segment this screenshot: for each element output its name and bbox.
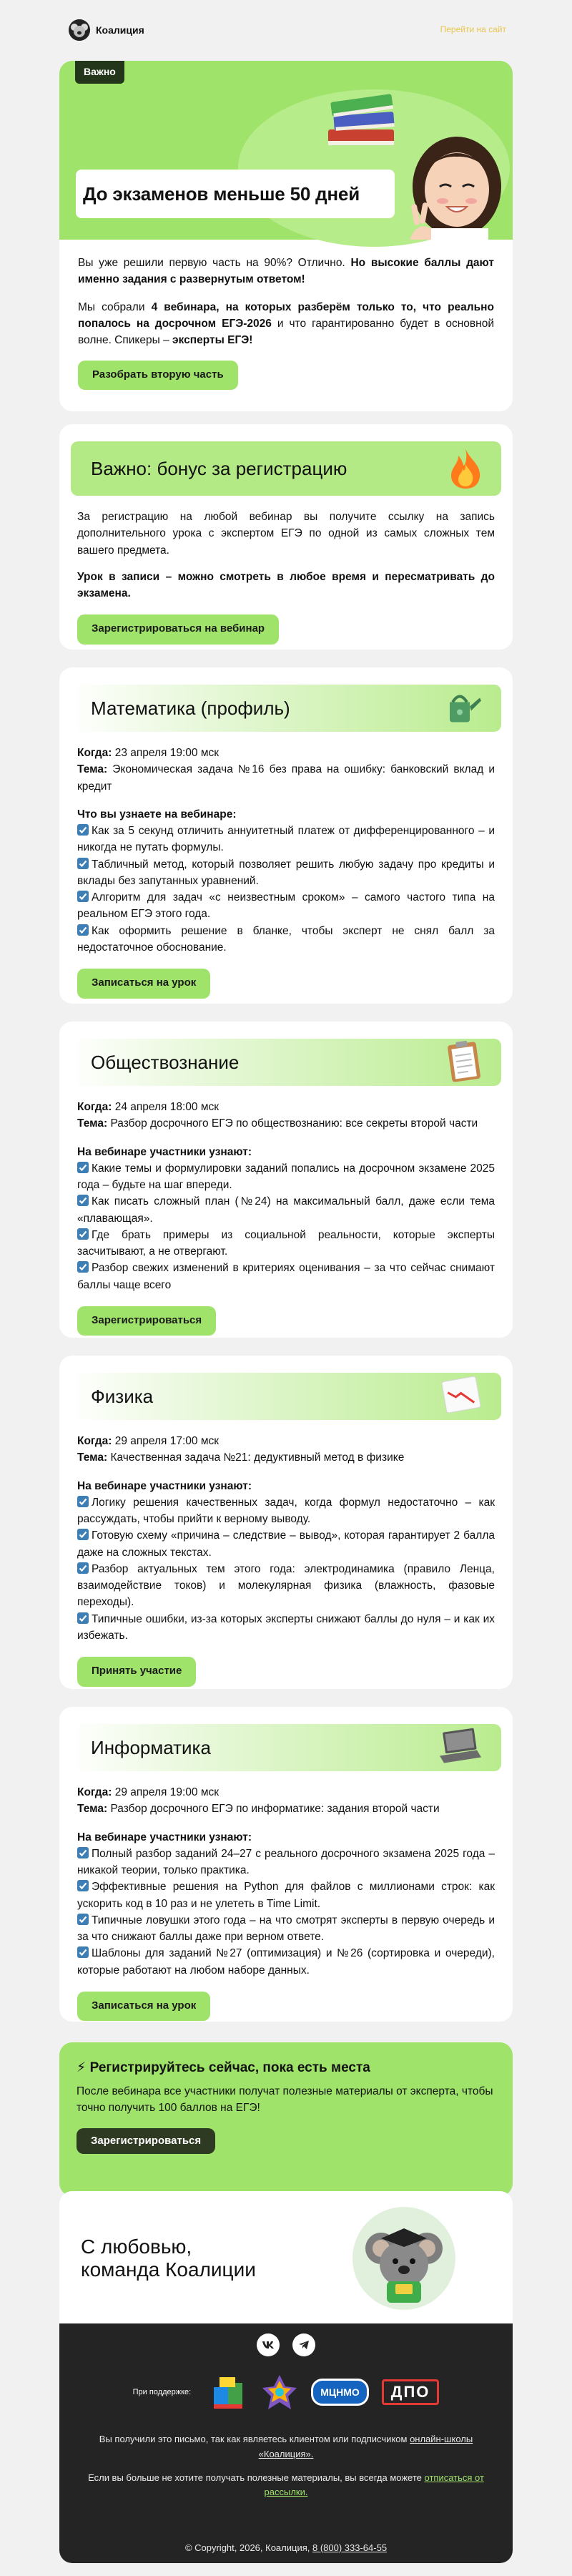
partners-row <box>59 2374 513 2411</box>
brand-logo[interactable] <box>69 19 144 41</box>
check-icon <box>77 1562 89 1574</box>
webinar-when: Когда: 29 апреля 17:00 мск <box>77 1435 220 1447</box>
webinar-list-item: Разбор свежих изменений в критериях оценивания – за что сейчас снимают баллы чаще всего <box>77 1262 495 1291</box>
logo-text: Коалиция <box>96 24 144 36</box>
webinar-list-item: Полный разбор заданий 24–27 с реального досрочного экзамена 2025 года – никакой теории, только практика. <box>77 1847 495 1876</box>
webinar-body <box>59 1420 513 1687</box>
check-icon <box>77 1228 89 1240</box>
webinar-list-item: Табличный метод, который позволяет решить любую задачу про кредиты и вклады без запутанных уравнений. <box>77 858 495 887</box>
webinar-topic: Тема: Разбор досрочного ЕГЭ по информатике: задания второй части <box>77 1803 440 1816</box>
check-icon <box>77 1261 89 1273</box>
webinar-when: Когда: 24 апреля 18:00 мск <box>77 1101 220 1113</box>
webinar-list-item: Как за 5 секунд отличить аннуитетный платеж от дифференцированного – и никогда не путать формулы. <box>77 825 495 854</box>
check-icon <box>77 1847 89 1858</box>
signature-block <box>59 2191 513 2323</box>
webinar-signup-button[interactable]: Записаться на урок <box>77 969 210 999</box>
hero-paragraph-2: Мы собрали 4 вебинара, на которых разберём только то, что реально попалось на досрочном ЕГЭ-2026 и что гарантированно будет в основной волне. Спикеры – эксперты ЕГЭ! <box>78 300 494 346</box>
webinar-signup-button[interactable]: Зарегистрироваться <box>77 1306 216 1336</box>
unsubscribe-note: Если вы больше не хотите получать полезные материалы, вы всегда можете отписаться от рассылки. <box>88 2472 484 2498</box>
phone-link[interactable]: 8 (800) 333-64-55 <box>312 2542 388 2553</box>
webinar-topic: Тема: Качественная задача №21: дедуктивный метод в физике <box>77 1451 405 1464</box>
register-webinar-button[interactable]: Зарегистрироваться на вебинар <box>77 614 279 645</box>
open-website-link[interactable]: Перейти на сайт <box>440 24 506 34</box>
webinar-body <box>59 1086 513 1336</box>
webinar-when: Когда: 29 апреля 19:00 мск <box>77 1786 220 1798</box>
webinar-list-item: Как писать сложный план (№24) на максимальный балл, даже если тема «плавающая». <box>77 1195 495 1225</box>
webinar-card <box>59 667 513 1004</box>
bonus-paragraph-1: За регистрацию на любой вебинар вы получите ссылку на запись дополнительного урока с экспертом ЕГЭ по одной из самых сложных тем вашего предмета. <box>77 511 495 557</box>
hero-banner <box>59 61 513 240</box>
webinar-card <box>59 1022 513 1338</box>
bonus-header <box>71 441 501 496</box>
webinar-list-item: Алгоритм для задач «с неизвестным сроком» – самого частого типа на реальном ЕГЭ этого года. <box>77 891 495 921</box>
footer-dark <box>59 2323 513 2563</box>
webinar-title: Информатика <box>91 1736 211 1758</box>
books-icon <box>324 88 403 152</box>
check-icon <box>77 824 89 836</box>
check-icon <box>77 891 89 902</box>
social-links <box>59 2323 513 2356</box>
webinar-header <box>71 1373 501 1420</box>
partners-label: При поддержке: <box>132 2388 192 2396</box>
webinar-list-item: Разбор актуальных тем этого года: электродинамика (правило Ленца, взаимодействие токов) и молекулярная физика (влажность, фазовые переходы). <box>77 1562 495 1609</box>
check-icon <box>77 1496 89 1507</box>
webinar-header <box>71 1039 501 1086</box>
webinar-list-item: Какие темы и формулировки заданий попались на досрочном экзамене 2025 года – будьте на шаг впереди. <box>77 1162 495 1191</box>
webinar-list-item: Готовую схему «причина – следствие – вывод», которая гарантирует 2 балла даже на сложных текстах. <box>77 1529 495 1559</box>
webinar-header <box>71 685 501 732</box>
partner-star-icon <box>261 2374 298 2411</box>
webinar-when: Когда: 23 апреля 19:00 мск <box>77 747 220 759</box>
hero-card <box>59 61 513 411</box>
webinar-topic: Тема: Экономическая задача №16 без права на ошибку: банковский вклад и кредит <box>77 763 495 793</box>
webinar-list-item: Типичные ловушки этого года – на что смотрят эксперты в первую очередь и за что снижают баллы даже при верном ответе. <box>77 1914 495 1943</box>
check-icon <box>77 858 89 869</box>
hero-title-box <box>76 170 395 218</box>
webinar-signup-button[interactable]: Записаться на урок <box>77 1992 210 2022</box>
footer-card <box>59 2191 513 2563</box>
webinar-header <box>71 1724 501 1771</box>
check-icon <box>77 1880 89 1891</box>
important-badge: Важно <box>75 61 124 84</box>
partner-dpo-logo: ДПО <box>382 2379 440 2405</box>
girl-avatar-icon <box>403 121 510 240</box>
webinar-list-item: Шаблоны для заданий №27 (оптимизация) и №26 (сортировка и очереди), которые работают на любом наборе данных. <box>77 1947 495 1977</box>
hero-body <box>59 240 513 408</box>
webinar-list-item: Типичные ошибки, из-за которых эксперты снижают баллы до нуля – и как их избежать. <box>77 1612 495 1642</box>
webinar-title: Обществознание <box>91 1051 240 1073</box>
telegram-icon[interactable] <box>292 2333 315 2356</box>
unsubscribe-link[interactable]: отписаться от рассылки. <box>264 2472 484 2498</box>
check-icon <box>77 1612 89 1624</box>
chart-down-icon <box>440 1375 483 1419</box>
bonus-title: Важно: бонус за регистрацию <box>91 457 347 479</box>
cta-card <box>59 2042 513 2196</box>
check-icon <box>77 1946 89 1958</box>
webinar-body <box>59 732 513 999</box>
webinar-card <box>59 1707 513 2022</box>
koala-logo-icon <box>69 19 90 41</box>
webinar-list-item: Где брать примеры из социальной реальности, которые эксперты засчитывают, а не отвергают. <box>77 1228 495 1258</box>
partner-cubes-icon <box>209 2374 248 2410</box>
vk-icon[interactable] <box>257 2333 280 2356</box>
laptop-icon <box>437 1726 483 1770</box>
school-link[interactable]: онлайн-школы «Коалиция». <box>258 2434 473 2459</box>
webinar-list-title: На вебинаре участники узнают: <box>77 1145 252 1158</box>
email-header <box>0 0 572 57</box>
webinar-list-item: Эффективные решения на Python для файлов с миллионами строк: как ускорить код в 10 раз и не улететь в Time Limit. <box>77 1881 495 1910</box>
cta-text: После вебинара все участники получат полезные материалы от эксперта, чтобы точно получить 100 баллов на ЕГЭ! <box>77 2085 493 2115</box>
check-icon <box>77 1914 89 1925</box>
bonus-body <box>59 496 513 645</box>
webinar-title: Математика (профиль) <box>91 697 290 719</box>
check-icon <box>77 1162 89 1173</box>
bonus-card <box>59 424 513 650</box>
hero-paragraph-1: Вы уже решили первую часть на 90%? Отлично. Но высокие баллы дают именно задания с развернутым ответом! <box>78 257 494 285</box>
webinar-card <box>59 1356 513 1689</box>
webinar-list-item: Логику решения качественных задач, когда формул недостаточно – как рассуждать, чтобы прийти к верному выводу. <box>77 1496 495 1525</box>
copyright: © Copyright, 2026, Коалиция, 8 (800) 333-64-55 <box>184 2542 388 2553</box>
watering-can-icon <box>443 687 483 730</box>
webinar-body <box>59 1771 513 2021</box>
webinar-list-item: Как оформить решение в бланке, чтобы эксперт не снял балл за недостаточное обоснование. <box>77 924 495 954</box>
check-icon <box>77 924 89 936</box>
subscription-note: Вы получили это письмо, так как являетесь клиентом или подписчиком онлайн-школы «Коалиция». <box>99 2434 473 2459</box>
koala-mascot-icon <box>352 2207 455 2310</box>
bonus-paragraph-2: Урок в записи – можно смотреть в любое время и пересматривать до экзамена. <box>77 570 495 599</box>
signature-text: С любовью, команда Коалиции <box>81 2235 256 2281</box>
webinar-topic: Тема: Разбор досрочного ЕГЭ по обществознанию: все секреты второй части <box>77 1117 478 1130</box>
check-icon <box>77 1529 89 1540</box>
fire-icon <box>448 447 483 490</box>
check-icon <box>77 1195 89 1206</box>
solve-part-two-button[interactable]: Разобрать вторую часть <box>78 361 238 390</box>
webinar-list-title: Что вы узнаете на вебинаре: <box>77 808 237 821</box>
cta-register-button[interactable]: Зарегистрироваться <box>77 2128 215 2154</box>
partner-mcnmo-logo: МЦНМО <box>311 2379 369 2406</box>
cta-title: ⚡ Регистрируйтесь сейчас, пока есть места <box>77 2060 370 2075</box>
hero-title: До экзаменов меньше 50 дней <box>83 182 360 205</box>
webinar-list-title: На вебинаре участники узнают: <box>77 1831 252 1843</box>
webinar-title: Физика <box>91 1385 154 1407</box>
webinar-signup-button[interactable]: Принять участие <box>77 1657 196 1687</box>
webinar-list-title: На вебинаре участники узнают: <box>77 1479 252 1492</box>
clipboard-icon <box>445 1039 483 1086</box>
